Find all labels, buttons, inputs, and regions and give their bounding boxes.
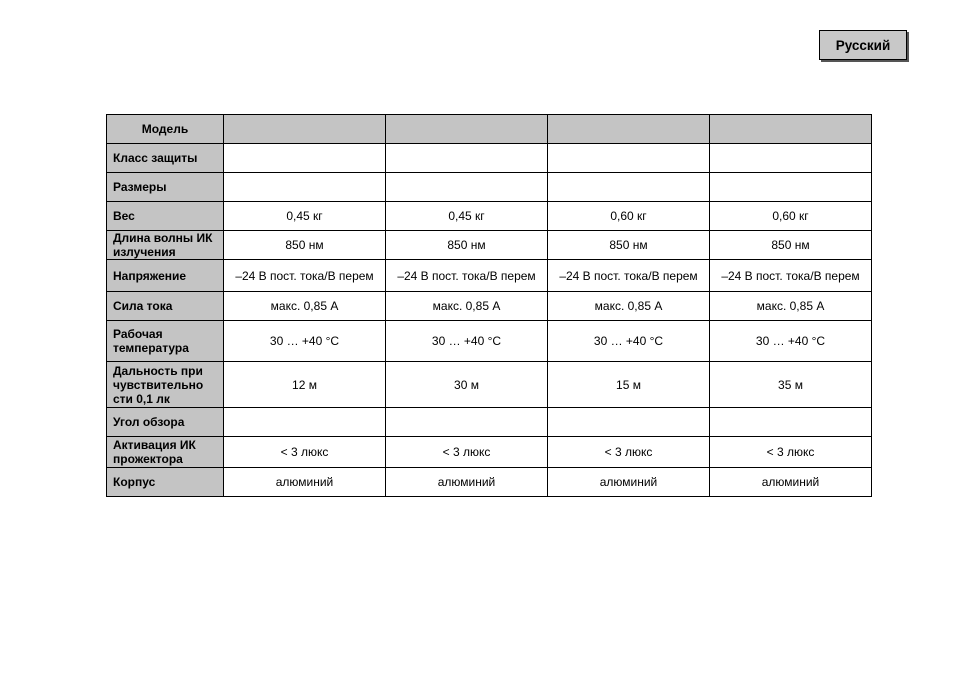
cell-value — [548, 144, 710, 173]
cell-value: 30 … +40 °C — [710, 321, 872, 362]
cell-value: 0,60 кг — [710, 202, 872, 231]
cell-value: 0,45 кг — [386, 202, 548, 231]
row-label: Напряжение — [107, 260, 224, 292]
cell-value: –24 В пост. тока/В перем — [386, 260, 548, 292]
row-label: Корпус — [107, 468, 224, 497]
table-header-row — [107, 115, 872, 144]
row-label: Активация ИК прожектора — [107, 437, 224, 468]
cell-value: макс. 0,85 А — [710, 292, 872, 321]
row-label: Дальность при чувствительно сти 0,1 лк — [107, 362, 224, 408]
table-row — [107, 437, 872, 468]
cell-value — [224, 408, 386, 437]
table-row — [107, 362, 872, 408]
cell-value — [224, 173, 386, 202]
cell-value — [710, 173, 872, 202]
cell-value — [386, 173, 548, 202]
header-label-model: Модель — [107, 115, 224, 144]
cell-value: 0,60 кг — [548, 202, 710, 231]
language-badge: Русский — [819, 30, 907, 60]
cell-value: < 3 люкс — [710, 437, 872, 468]
cell-value — [386, 408, 548, 437]
cell-value: алюминий — [224, 468, 386, 497]
table-row — [107, 231, 872, 260]
cell-value: макс. 0,85 А — [224, 292, 386, 321]
table-row — [107, 408, 872, 437]
cell-value: 30 … +40 °C — [386, 321, 548, 362]
cell-value: 12 м — [224, 362, 386, 408]
table-row — [107, 321, 872, 362]
cell-value: 30 м — [386, 362, 548, 408]
row-label: Длина волны ИК излучения — [107, 231, 224, 260]
spec-table — [106, 114, 872, 497]
table-row — [107, 144, 872, 173]
cell-value: алюминий — [548, 468, 710, 497]
cell-value — [386, 144, 548, 173]
model-header-4 — [710, 115, 872, 144]
cell-value — [548, 408, 710, 437]
model-header-2 — [386, 115, 548, 144]
cell-value: 850 нм — [548, 231, 710, 260]
table-row — [107, 260, 872, 292]
row-label: Сила тока — [107, 292, 224, 321]
row-label: Рабочая температура — [107, 321, 224, 362]
cell-value: 850 нм — [224, 231, 386, 260]
cell-value: 35 м — [710, 362, 872, 408]
cell-value — [710, 144, 872, 173]
model-header-3 — [548, 115, 710, 144]
row-label: Вес — [107, 202, 224, 231]
table-row — [107, 292, 872, 321]
cell-value: < 3 люкс — [386, 437, 548, 468]
cell-value: 30 … +40 °C — [224, 321, 386, 362]
cell-value: 850 нм — [710, 231, 872, 260]
cell-value: 30 … +40 °C — [548, 321, 710, 362]
table-row — [107, 173, 872, 202]
cell-value — [548, 173, 710, 202]
cell-value: алюминий — [386, 468, 548, 497]
cell-value: –24 В пост. тока/В перем — [548, 260, 710, 292]
cell-value — [710, 408, 872, 437]
cell-value: –24 В пост. тока/В перем — [224, 260, 386, 292]
cell-value: < 3 люкс — [548, 437, 710, 468]
cell-value: –24 В пост. тока/В перем — [710, 260, 872, 292]
row-label: Класс защиты — [107, 144, 224, 173]
cell-value: 15 м — [548, 362, 710, 408]
row-label: Размеры — [107, 173, 224, 202]
cell-value: 850 нм — [386, 231, 548, 260]
model-header-1 — [224, 115, 386, 144]
table-row — [107, 468, 872, 497]
row-label: Угол обзора — [107, 408, 224, 437]
cell-value: 0,45 кг — [224, 202, 386, 231]
cell-value: макс. 0,85 А — [548, 292, 710, 321]
table-row — [107, 202, 872, 231]
cell-value: < 3 люкс — [224, 437, 386, 468]
cell-value — [224, 144, 386, 173]
cell-value: алюминий — [710, 468, 872, 497]
cell-value: макс. 0,85 А — [386, 292, 548, 321]
